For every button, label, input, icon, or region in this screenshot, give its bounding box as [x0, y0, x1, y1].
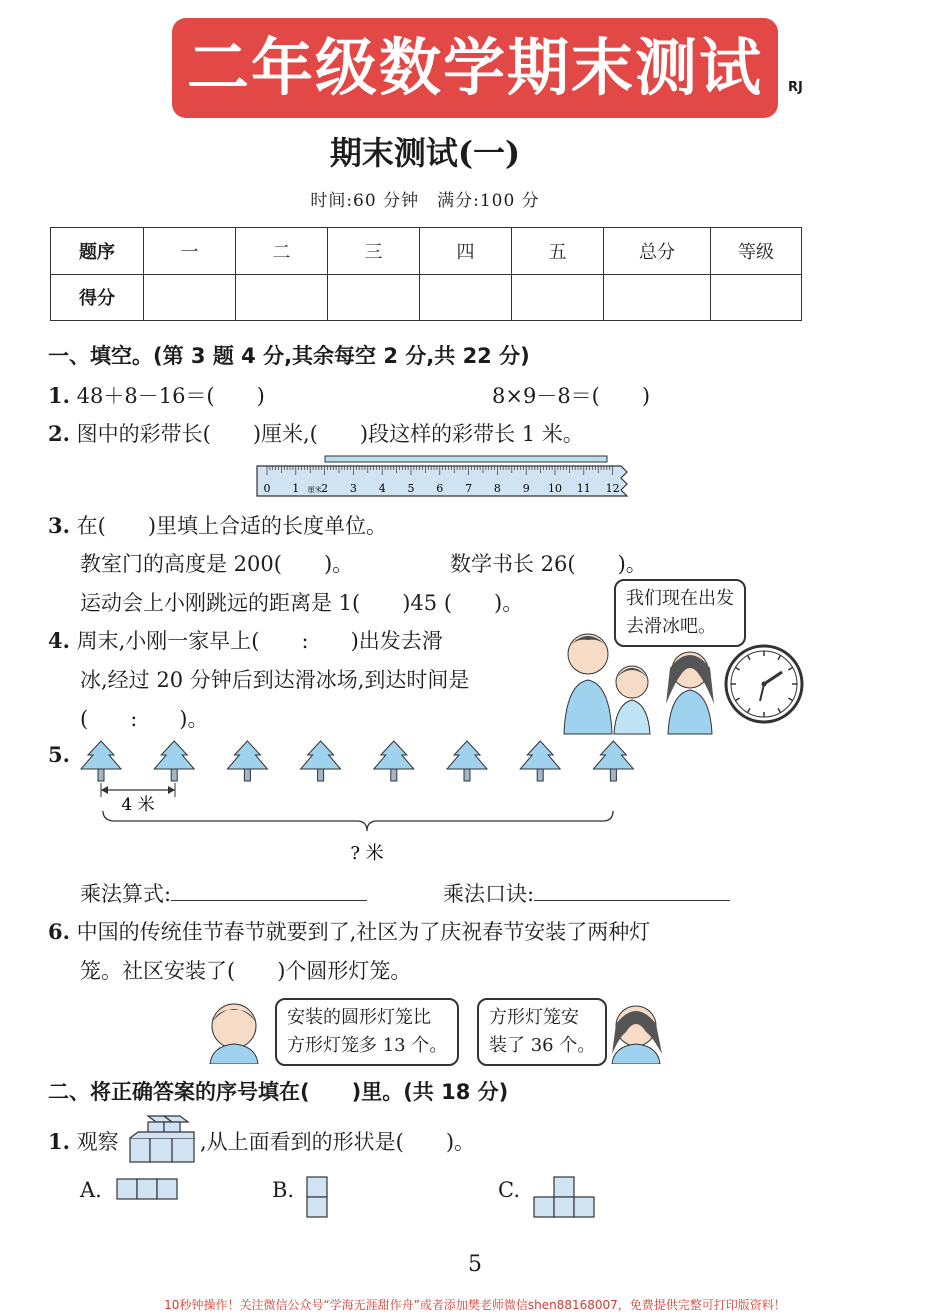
score-cell[interactable] — [420, 274, 512, 321]
title-banner: 二年级数学期末测试 — [172, 18, 778, 118]
q6-line2: 笼。社区安装了( )个圆形灯笼。 — [80, 959, 412, 983]
tree-icon — [227, 741, 267, 781]
table-header-cell: 总分 — [604, 228, 711, 275]
table-header-cell: 等级 — [711, 228, 802, 275]
tree-icon — [81, 741, 121, 781]
ruler-tick-label: 2 — [321, 482, 329, 495]
q3-line1a: 教室门的高度是 200( )。 — [80, 552, 354, 576]
question-number: 5. — [48, 742, 70, 767]
bubble-line: 我们现在出发 — [626, 588, 734, 609]
tree-icon — [593, 741, 633, 781]
bubble-line: 去滑冰吧。 — [626, 616, 716, 637]
question-5 — [48, 742, 70, 767]
q3-line1b: 数学书长 26( )。 — [450, 552, 647, 576]
edition-label: RJ — [788, 80, 803, 95]
table-header-cell: 四 — [420, 228, 512, 275]
score-cell[interactable] — [144, 274, 236, 321]
ruler-tick-label: 12 — [605, 482, 620, 495]
tree-row-figure — [75, 735, 645, 867]
tree-icon — [447, 741, 487, 781]
question-6 — [48, 916, 650, 946]
q1-post-text: ,从上面看到的形状是( )。 — [200, 1130, 476, 1154]
page-number: 5 — [468, 1252, 482, 1277]
q5-rhyme — [443, 878, 730, 908]
option-c-label[interactable]: C. — [498, 1178, 520, 1202]
ruler-tick-label: 7 — [465, 482, 473, 495]
score-table — [50, 227, 802, 321]
question-number: 4. — [48, 628, 70, 653]
option-b-shape[interactable] — [306, 1176, 330, 1220]
option-c-shape[interactable] — [532, 1176, 598, 1220]
family-illustration — [560, 624, 810, 736]
table-header-cell: 题序 — [51, 228, 144, 275]
bubble-line: 方形灯笼安 — [489, 1007, 579, 1028]
footer-promo: 10秒钟操作！关注微信公众号“学海无涯甜作舟”或者添加樊老师微信shen88168007，免费提供完整可打印版资料！ — [164, 1298, 786, 1312]
girl-figure — [666, 652, 714, 734]
boy-illustration — [204, 996, 266, 1064]
mul-rhyme-label: 乘法口诀: — [443, 882, 535, 906]
ruler-unit-label: 厘米 — [307, 486, 322, 494]
bubble-line: 安装的圆形灯笼比 — [287, 1007, 431, 1028]
tree-icon — [301, 741, 341, 781]
time-score-info: 时间:60 分钟 满分:100 分 — [310, 191, 540, 211]
gap-label: 4 米 — [121, 795, 155, 815]
ruler-tick-label: 1 — [292, 482, 300, 495]
question-number: 2. — [48, 421, 70, 446]
father-figure — [564, 634, 612, 734]
speech-bubble — [477, 998, 607, 1066]
table-header-cell: 五 — [512, 228, 604, 275]
score-cell[interactable] — [512, 274, 604, 321]
p2-question-1 — [48, 1126, 119, 1156]
q4-line2: 冰,经过 20 分钟后到达滑冰场,到达时间是 — [80, 668, 470, 692]
ruler-tick-label: 4 — [378, 482, 386, 495]
score-cell[interactable] — [236, 274, 328, 321]
table-header-cell: 三 — [328, 228, 420, 275]
ruler-figure — [255, 452, 630, 500]
bubble-line: 装了 36 个。 — [489, 1035, 596, 1056]
option-b-label[interactable]: B. — [272, 1178, 295, 1202]
mul-formula-label: 乘法算式: — [80, 882, 172, 906]
table-header-cell: 二 — [236, 228, 328, 275]
ruler-tick-label: 3 — [349, 482, 357, 495]
ruler-tick-label: 11 — [576, 482, 591, 495]
q1-expression-b: 8×9－8＝( ) — [492, 384, 651, 408]
part2-heading: 二、将正确答案的序号填在( )里。(共 18 分) — [48, 1080, 509, 1104]
ruler-tick-label: 0 — [263, 482, 271, 495]
score-cell[interactable] — [711, 274, 802, 321]
total-brace — [103, 811, 613, 831]
q4-line3: ( : )。 — [80, 707, 209, 731]
q1-pre-text: 观察 — [76, 1130, 119, 1154]
question-3 — [48, 510, 387, 540]
table-row — [51, 228, 802, 275]
table-row-label: 得分 — [51, 274, 144, 321]
q3-text: 在( )里填上合适的长度单位。 — [76, 514, 388, 538]
table-row — [51, 274, 802, 321]
question-4 — [48, 625, 443, 655]
mul-formula-blank[interactable] — [171, 878, 367, 901]
q4-line1: 周末,小刚一家早上( : )出发去滑 — [76, 629, 443, 653]
ruler-tick-label: 10 — [548, 482, 562, 495]
girl-illustration — [602, 996, 672, 1064]
score-cell[interactable] — [604, 274, 711, 321]
question-1 — [48, 380, 265, 410]
ruler-tick-label: 8 — [493, 482, 501, 495]
cube-figure — [128, 1112, 200, 1166]
tree-icon — [154, 741, 194, 781]
tree-icon — [520, 741, 560, 781]
question-number: 1. — [48, 1129, 70, 1154]
ruler-tick-label: 5 — [407, 482, 415, 495]
bubble-line: 方形灯笼多 13 个。 — [287, 1035, 448, 1056]
table-header-cell: 一 — [144, 228, 236, 275]
option-a-shape[interactable] — [116, 1178, 180, 1202]
question-2 — [48, 418, 584, 448]
q5-formula — [80, 878, 367, 908]
boy-figure — [614, 666, 650, 734]
ribbon-strip — [325, 456, 607, 462]
q2-text: 图中的彩带长( )厘米,( )段这样的彩带长 1 米。 — [76, 422, 584, 446]
option-a-label[interactable]: A. — [80, 1178, 102, 1202]
q6-line1: 中国的传统佳节春节就要到了,社区为了庆祝春节安装了两种灯 — [76, 920, 651, 944]
ruler-tick-label: 6 — [436, 482, 444, 495]
question-number: 3. — [48, 513, 70, 538]
q3-line2: 运动会上小刚跳远的距离是 1( )45 ( )。 — [80, 591, 524, 615]
total-label: ? 米 — [350, 843, 384, 864]
q1-expression-a: 48＋8－16＝( ) — [76, 384, 265, 408]
ruler-tick-label: 9 — [522, 482, 530, 495]
test-subtitle: 期末测试(一) — [329, 134, 521, 172]
clock-icon — [726, 646, 802, 722]
mul-rhyme-blank[interactable] — [534, 878, 730, 901]
part1-heading: 一、填空。(第 3 题 4 分,其余每空 2 分,共 22 分) — [48, 344, 530, 368]
question-number: 6. — [48, 919, 70, 944]
score-cell[interactable] — [328, 274, 420, 321]
tree-icon — [374, 741, 414, 781]
question-number: 1. — [48, 383, 70, 408]
speech-bubble — [275, 998, 459, 1066]
